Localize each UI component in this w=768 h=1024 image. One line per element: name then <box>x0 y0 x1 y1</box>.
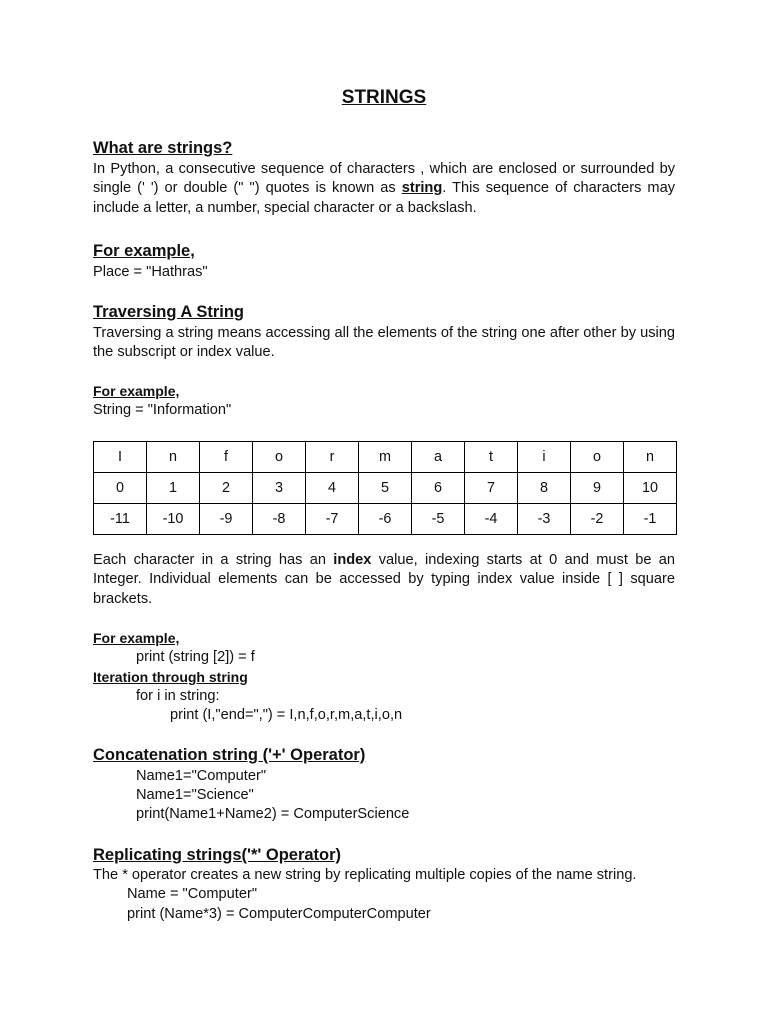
table-cell: o <box>571 442 624 473</box>
positive-index-row <box>94 473 677 504</box>
replicate-line-2: print (Name*3) = ComputerComputerComputer <box>127 906 431 922</box>
index-text-after: value, indexing starts at 0 and must be an Integer. Individual elements can be accessed by typing index value inside [ ] square brackets. <box>93 552 676 607</box>
table-cell: n <box>147 442 200 473</box>
table-cell: -2 <box>571 504 624 535</box>
concat-line-2: Name1="Science" <box>136 787 254 803</box>
concatenation-heading: Concatenation string ('+' Operator) <box>93 746 366 764</box>
index-paragraph <box>93 551 675 609</box>
table-cell: I <box>94 442 147 473</box>
table-cell: -11 <box>94 504 147 535</box>
concat-line-1: Name1="Computer" <box>136 768 267 784</box>
table-cell: -6 <box>359 504 412 535</box>
table-cell: -8 <box>253 504 306 535</box>
replicate-line-1: Name = "Computer" <box>127 886 257 902</box>
table-cell: -10 <box>147 504 200 535</box>
index-table <box>93 441 677 535</box>
table-cell: 9 <box>571 473 624 504</box>
print-loop-line: print (I,"end=",") = I,n,f,o,r,m,a,t,i,o,n <box>170 707 403 723</box>
table-cell: a <box>412 442 465 473</box>
table-cell: -4 <box>465 504 518 535</box>
table-cell: 4 <box>306 473 359 504</box>
concat-line-3: print(Name1+Name2) = ComputerScience <box>136 806 410 822</box>
what-are-strings-heading: What are strings? <box>93 139 233 157</box>
traversing-heading: Traversing A String <box>93 303 244 321</box>
table-cell: 10 <box>624 473 677 504</box>
table-cell: -9 <box>200 504 253 535</box>
string-term: string <box>401 180 443 197</box>
replicating-heading: Replicating strings('*' Operator) <box>93 846 342 864</box>
what-text-before: In Python, a consecutive sequence of characters , which are enclosed or surrounded by single (' ') or double (" ") quotes is known as <box>93 161 675 197</box>
replicating-paragraph: The * operator creates a new string by replicating multiple copies of the name string. <box>93 867 637 883</box>
table-cell: 3 <box>253 473 306 504</box>
characters-row <box>94 442 677 473</box>
table-cell: 7 <box>465 473 518 504</box>
table-cell: -7 <box>306 504 359 535</box>
table-cell: -3 <box>518 504 571 535</box>
table-cell: 1 <box>147 473 200 504</box>
table-cell: 8 <box>518 473 571 504</box>
table-cell: -5 <box>412 504 465 535</box>
table-cell: t <box>465 442 518 473</box>
traversing-paragraph: Traversing a string means accessing all the elements of the string one after other by using the subscript or index value. <box>93 325 675 361</box>
what-are-strings-paragraph <box>93 160 675 218</box>
for-example-heading: For example, <box>93 242 195 260</box>
print-index-line: print (string [2]) = f <box>136 649 255 665</box>
traversing-example-heading: For example, <box>93 383 180 399</box>
table-cell: 6 <box>412 473 465 504</box>
table-cell: m <box>359 442 412 473</box>
iteration-heading: Iteration through string <box>93 669 248 685</box>
table-cell: r <box>306 442 359 473</box>
index-example-heading: For example, <box>93 630 180 646</box>
index-text-before: Each character in a string has an <box>93 552 334 568</box>
table-cell: 5 <box>359 473 412 504</box>
negative-index-row <box>94 504 677 535</box>
table-cell: -1 <box>624 504 677 535</box>
table-cell: o <box>253 442 306 473</box>
for-loop-line: for i in string: <box>136 688 220 704</box>
table-cell: n <box>624 442 677 473</box>
table-cell: 2 <box>200 473 253 504</box>
index-term: index <box>333 552 372 568</box>
table-cell: i <box>518 442 571 473</box>
place-example-line: Place = "Hathras" <box>93 264 208 280</box>
page-title: STRINGS <box>341 87 427 108</box>
table-cell: 0 <box>94 473 147 504</box>
table-cell: f <box>200 442 253 473</box>
what-text-after: . This sequence of characters may include a letter, a number, special character or a backslash. <box>93 180 675 216</box>
information-example-line: String = "Information" <box>93 402 232 418</box>
